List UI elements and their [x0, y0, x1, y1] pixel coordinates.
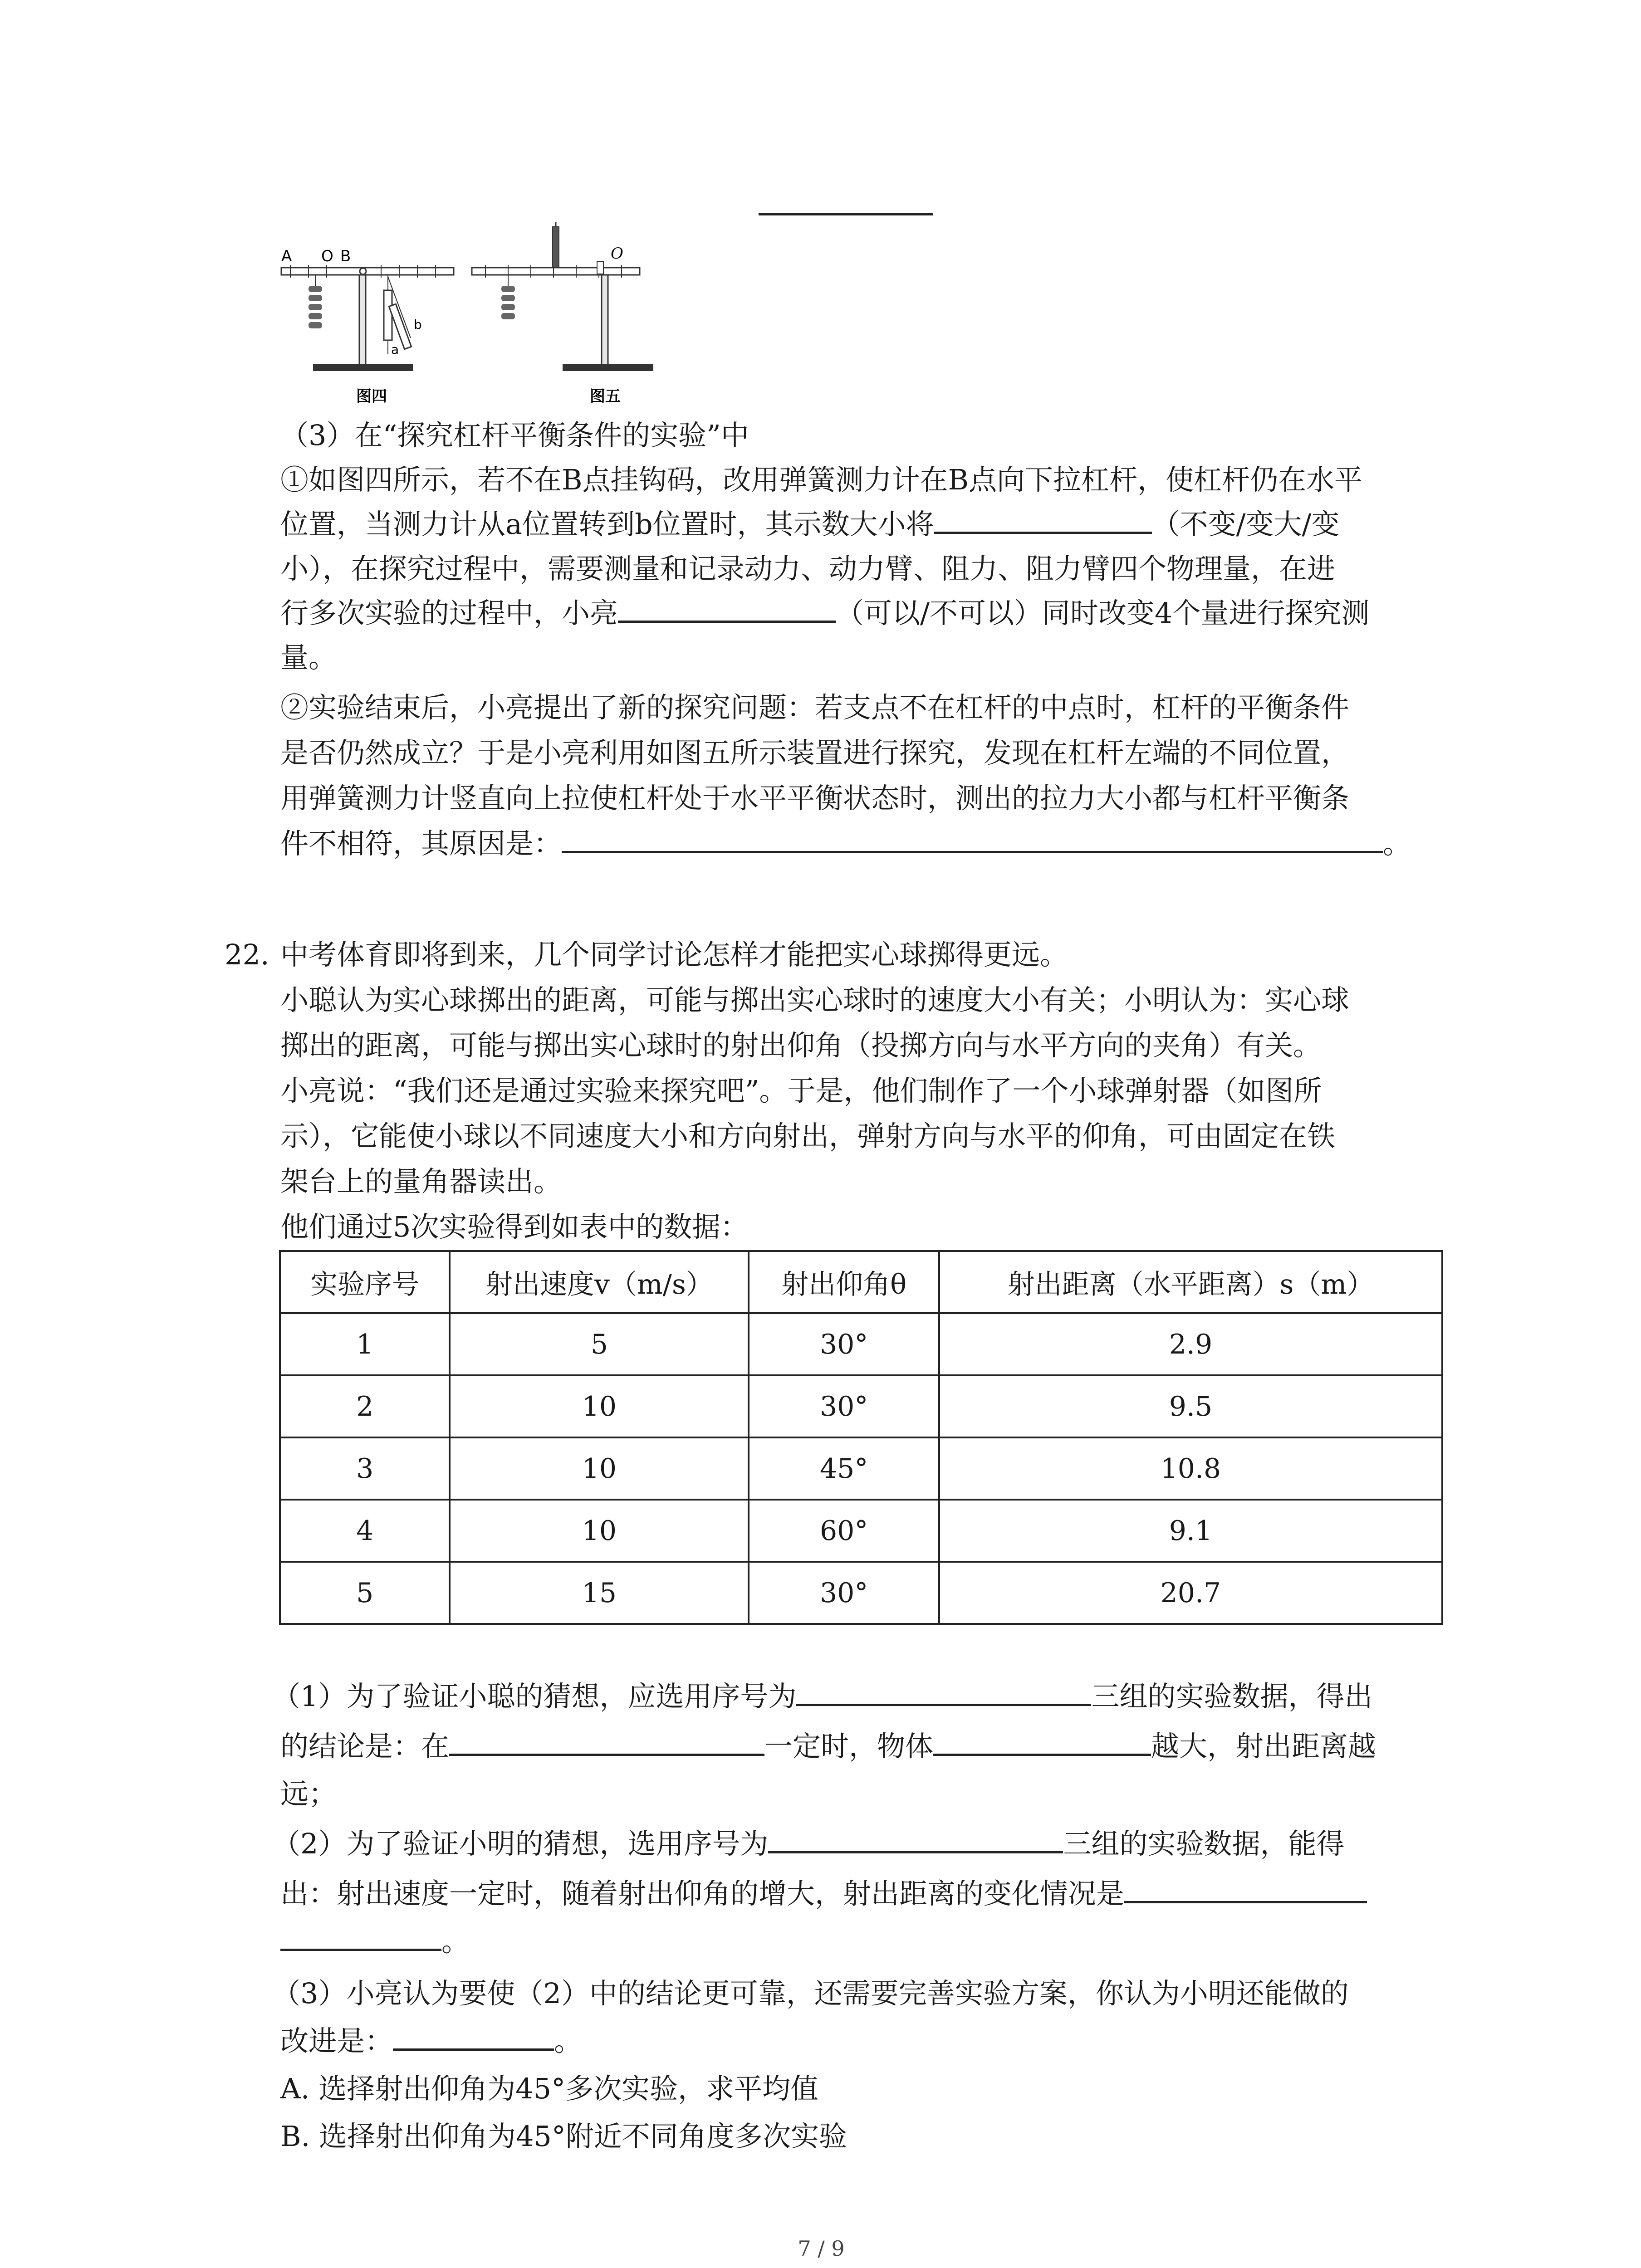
table-cell: 30° — [749, 1313, 939, 1375]
q22-s2-line2 — [280, 1871, 1367, 1916]
table-cell: 9.5 — [939, 1375, 1442, 1437]
table-header-cell: 射出仰角θ — [749, 1251, 939, 1313]
answer-blank-q22-2-rows[interactable] — [768, 1823, 1063, 1853]
q21-3-p1-line4a: 行多次实验的过程中，小亮 — [280, 596, 618, 630]
table-cell: 10.8 — [939, 1437, 1442, 1500]
q22-s3-line2a: 改进是： — [280, 2024, 393, 2058]
table-cell: 20.7 — [939, 1562, 1442, 1624]
q21-3-p1-line1: ①如图四所示，若不在B点挂钩码，改用弹簧测力计在B点向下拉杠杆，使杠杆仍在水平 — [280, 463, 1363, 496]
table-row — [280, 1313, 1442, 1375]
q21-3-p2-line2: 是否仍然成立？于是小亮利用如图五所示装置进行探究，发现在杠杆左端的不同位置， — [280, 736, 1350, 769]
fig5-label-O: O — [611, 244, 623, 263]
fig4-label-A: A — [281, 247, 292, 265]
q22-line6: 架台上的量角器读出。 — [280, 1165, 562, 1198]
table-row — [280, 1500, 1442, 1562]
fig4-caption: 图四 — [356, 387, 387, 406]
q21-3-p1-line2a: 位置，当测力计从a位置转到b位置时，其示数大小将 — [280, 508, 934, 541]
table-cell: 45° — [749, 1437, 939, 1500]
table-cell: 15 — [450, 1562, 749, 1624]
q21-3-p1-line3: 小），在探究过程中，需要测量和记录动力、动力臂、阻力、阻力臂四个物理量，在进 — [280, 552, 1336, 585]
q21-3-p2-line3: 用弹簧测力计竖直向上拉使杠杆处于水平平衡状态时，测出的拉力大小都与杠杆平衡条 — [280, 782, 1350, 815]
q22-s1-line2a: 的结论是：在 — [280, 1730, 450, 1763]
q22-s1-line2b: 一定时，物体 — [764, 1730, 934, 1763]
q22-line3: 掷出的距离，可能与掷出实心球时的射出仰角（投掷方向与水平方向的夹角）有关。 — [280, 1029, 1322, 1062]
table-row — [280, 1375, 1442, 1437]
q22-s2-line3 — [280, 1919, 470, 1964]
q21-3-p1-line5: 量。 — [280, 641, 337, 674]
q22-s2-line2-text: 出：射出速度一定时，随着射出仰角的增大，射出距离的变化情况是 — [280, 1877, 1125, 1910]
table-cell: 30° — [749, 1562, 939, 1624]
lever-figures — [272, 218, 662, 408]
table-cell: 5 — [450, 1313, 749, 1375]
fig4-label-O: O — [321, 247, 333, 265]
answer-blank-reason[interactable] — [562, 823, 1383, 853]
table-cell: 9.1 — [939, 1500, 1442, 1562]
q22-number: 22. — [225, 938, 269, 971]
experiment-data-table — [279, 1250, 1443, 1625]
q22-s1-line1b: 三组的实验数据，得出 — [1091, 1680, 1373, 1713]
answer-blank-q22-1-rows[interactable] — [796, 1676, 1091, 1706]
q21-3-p1-line4 — [280, 591, 1369, 636]
table-cell: 10 — [450, 1437, 749, 1500]
table-cell: 4 — [280, 1500, 450, 1562]
q22-s3-line2b: 。 — [554, 2024, 583, 2058]
q22-line2: 小聪认为实心球掷出的距离，可能与掷出实心球时的速度大小有关；小明认为：实心球 — [280, 983, 1350, 1017]
table-row — [280, 1562, 1442, 1624]
answer-blank-scale-reading[interactable] — [934, 503, 1152, 534]
q22-s1-line3: 远； — [280, 1777, 337, 1810]
q21-3-title: （3）在“探究杠杆平衡条件的实验”中 — [280, 419, 749, 452]
q22-s2-line1 — [272, 1821, 1344, 1867]
fig4-label-b: b — [414, 317, 422, 332]
q22-s2-line1b: 三组的实验数据，能得 — [1063, 1827, 1345, 1860]
q21-3-p1-line4b: （可以/不可以）同时改变4个量进行探究测 — [836, 596, 1370, 630]
q22-line1: 中考体育即将到来，几个同学讨论怎样才能把实心球掷得更远。 — [280, 938, 1068, 971]
q21-3-p1-line2 — [280, 502, 1339, 547]
q22-s1-line1 — [272, 1674, 1372, 1719]
q22-line4: 小亮说：“我们还是通过实验来探究吧”。于是，他们制作了一个小球弹射器（如图所 — [280, 1074, 1322, 1107]
q22-option-b: B. 选择射出仰角为45°附近不同角度多次实验 — [280, 2120, 847, 2153]
table-cell: 10 — [450, 1375, 749, 1437]
table-header-cell: 实验序号 — [280, 1251, 450, 1313]
table-cell: 3 — [280, 1437, 450, 1500]
page-number: 7 / 9 — [798, 2236, 845, 2261]
figure-five — [472, 222, 653, 371]
table-cell: 2.9 — [939, 1313, 1442, 1375]
answer-blank-q22-3[interactable] — [393, 2020, 554, 2051]
fig4-label-a: a — [391, 342, 399, 357]
q22-s1-line2c: 越大，射出距离越 — [1151, 1730, 1376, 1763]
table-header-cell: 射出距离（水平距离）s（m） — [939, 1251, 1442, 1313]
fig4-label-B: B — [340, 247, 351, 265]
table-cell: 10 — [450, 1500, 749, 1562]
q21-3-p1-line2b: （不变/变大/变 — [1151, 508, 1340, 541]
fig5-caption: 图五 — [590, 387, 621, 406]
table-cell: 2 — [280, 1375, 450, 1437]
table-cell: 1 — [280, 1313, 450, 1375]
q22-s2-line3-end: 。 — [441, 1925, 470, 1958]
table-header-cell: 射出速度v（m/s） — [450, 1251, 749, 1313]
q22-line5: 示），它能使小球以不同速度大小和方向射出，弹射方向与水平的仰角，可由固定在铁 — [280, 1119, 1336, 1153]
top-answer-blank — [759, 213, 933, 215]
table-row — [280, 1437, 1442, 1500]
answer-blank-q22-2-trend-cont[interactable] — [280, 1921, 441, 1951]
q21-3-p2-line4a: 件不相符，其原因是： — [280, 827, 562, 860]
q21-3-p2-line1: ②实验结束后，小亮提出了新的探究问题：若支点不在杠杆的中点时，杠杆的平衡条件 — [280, 691, 1350, 724]
answer-blank-q22-1-variable[interactable] — [933, 1725, 1151, 1756]
q21-3-p2-line4b: 。 — [1383, 827, 1411, 860]
table-cell: 5 — [280, 1562, 450, 1624]
table-cell: 60° — [749, 1500, 939, 1562]
table-cell: 30° — [749, 1375, 939, 1437]
q21-3-p2-line4 — [280, 821, 1411, 866]
q22-option-a: A. 选择射出仰角为45°多次实验，求平均值 — [280, 2072, 819, 2105]
figure-four — [281, 247, 454, 371]
table-header-row — [280, 1251, 1442, 1313]
q22-s1-line1a: （1）为了验证小聪的猜想，应选用序号为 — [272, 1680, 797, 1713]
q22-s3-line1: （3）小亮认为要使（2）中的结论更可靠，还需要完善实验方案，你认为小明还能做的 — [272, 1977, 1349, 2010]
q22-s2-line1a: （2）为了验证小明的猜想，选用序号为 — [272, 1827, 769, 1860]
q22-line7: 他们通过5次实验得到如表中的数据： — [280, 1210, 749, 1243]
q22-s3-line2 — [280, 2019, 582, 2064]
answer-blank-q22-2-trend[interactable] — [1124, 1873, 1367, 1903]
q22-s1-line2 — [280, 1724, 1376, 1769]
answer-blank-q22-1-constant[interactable] — [449, 1725, 764, 1756]
answer-blank-change-four[interactable] — [618, 592, 836, 623]
